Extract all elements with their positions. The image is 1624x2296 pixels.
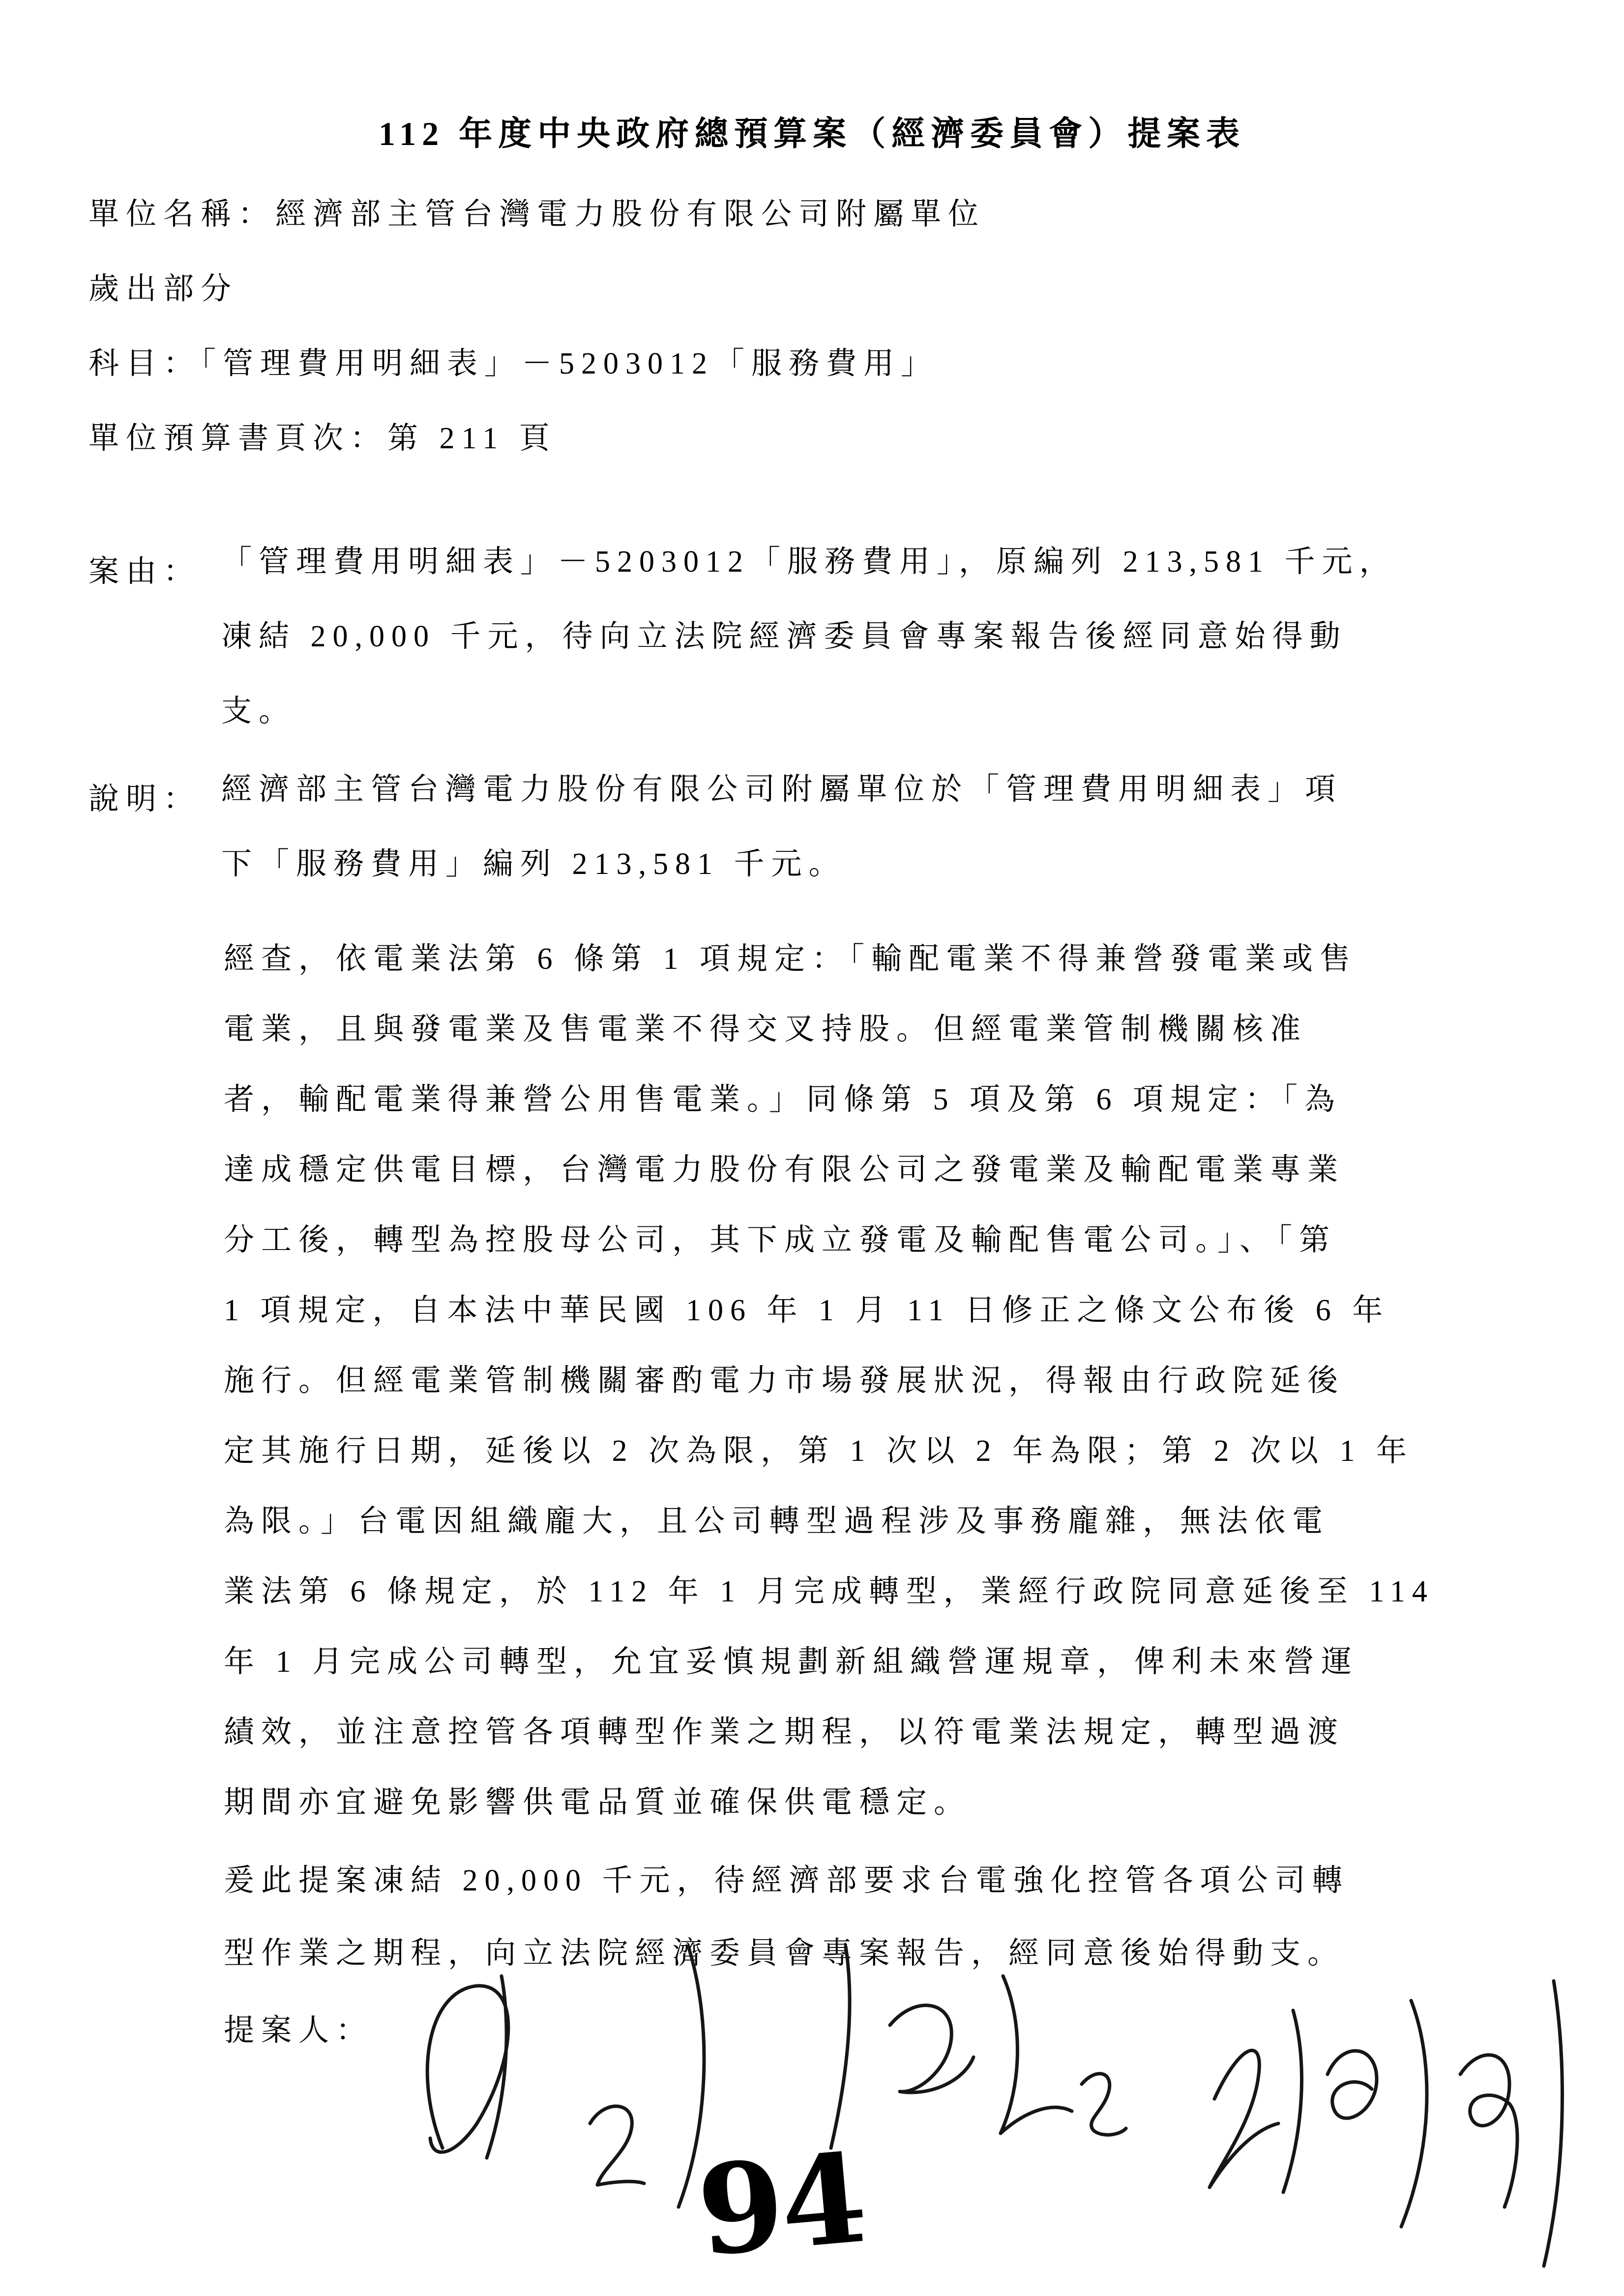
review-line: 電業，且與發電業及售電業不得交叉持股。但經電業管制機關核准 bbox=[224, 1013, 1308, 1046]
review-line: 達成穩定供電目標，台灣電力股份有限公司之發電業及輸配電業專業 bbox=[224, 1153, 1345, 1187]
review-line: 年 1 月完成公司轉型，允宜妥慎規劃新組織營運規章，俾利未來營運 bbox=[224, 1645, 1359, 1679]
explanation-paragraph bbox=[221, 774, 1342, 924]
budget-page-line: 單位預算書頁次：第 211 頁 bbox=[89, 422, 557, 455]
case-paragraph bbox=[221, 547, 1397, 771]
signature-scribble-3 bbox=[1210, 1981, 1562, 2266]
review-line: 為限。」台電因組織龐大，且公司轉型過程涉及事務龐雜，無法依電 bbox=[224, 1505, 1330, 1538]
handwritten-page-number: 94 bbox=[692, 2125, 870, 2284]
case-label: 案由： bbox=[89, 555, 201, 588]
explanation-label: 說明： bbox=[89, 783, 201, 816]
explanation-line: 經濟部主管台灣電力股份有限公司附屬單位於「管理費用明細表」項 bbox=[221, 773, 1343, 806]
proposal-line: 爰此提案凍結 20,000 千元，待經濟部要求台電強化控管各項公司轉 bbox=[224, 1864, 1350, 1897]
case-line: 「管理費用明細表」－5203012「服務費用」，原編列 213,581 千元， bbox=[221, 545, 1397, 579]
review-line: 經查，依電業法第 6 條第 1 項規定：「輸配電業不得兼營發電業或售 bbox=[224, 942, 1358, 976]
explanation-line: 下「服務費用」編列 213,581 千元。 bbox=[221, 847, 846, 881]
review-line: 者，輸配電業得兼營公用售電業。」同條第 5 項及第 6 項規定：「為 bbox=[224, 1083, 1342, 1116]
case-line: 支。 bbox=[221, 695, 296, 728]
unit-name-line: 單位名稱：經濟部主管台灣電力股份有限公司附屬單位 bbox=[89, 198, 986, 231]
review-line: 施行。但經電業管制機關審酌電力市場發展狀況，得報由行政院延後 bbox=[224, 1364, 1345, 1397]
signature-scribble-2 bbox=[831, 1947, 1126, 2148]
proposal-line: 型作業之期程，向立法院經濟委員會專案報告，經同意後始得動支。 bbox=[224, 1937, 1345, 1970]
review-line: 定其施行日期，延後以 2 次為限，第 1 次以 2 年為限；第 2 次以 1 年 bbox=[224, 1434, 1414, 1468]
expenditure-section-line: 歲出部分 bbox=[89, 272, 238, 306]
signature-scribble-1 bbox=[427, 1947, 704, 2207]
case-line: 凍結 20,000 千元，待向立法院經濟委員會專案報告後經同意始得動 bbox=[221, 620, 1347, 653]
review-paragraph bbox=[224, 944, 1434, 1858]
review-line: 績效，並注意控管各項轉型作業之期程，以符電業法規定，轉型過渡 bbox=[224, 1715, 1345, 1749]
review-line: 1 項規定，自本法中華民國 106 年 1 月 11 日修正之條文公布後 6 年 bbox=[224, 1294, 1390, 1327]
document-title: 112 年度中央政府總預算案（經濟委員會）提案表 bbox=[378, 115, 1246, 152]
subject-line: 科目：「管理費用明細表」－5203012「服務費用」 bbox=[89, 347, 939, 380]
review-line: 期間亦宜避免影響供電品質並確保供電穩定。 bbox=[224, 1786, 972, 1819]
review-line: 業法第 6 條規定，於 112 年 1 月完成轉型，業經行政院同意延後至 114 bbox=[224, 1575, 1434, 1608]
header-block bbox=[89, 199, 985, 498]
review-line: 分工後，轉型為控股母公司，其下成立發電及輸配售電公司。」、「第 bbox=[224, 1223, 1337, 1257]
proposer-label: 提案人： bbox=[224, 2014, 374, 2047]
signatures-area bbox=[315, 1912, 1603, 2296]
